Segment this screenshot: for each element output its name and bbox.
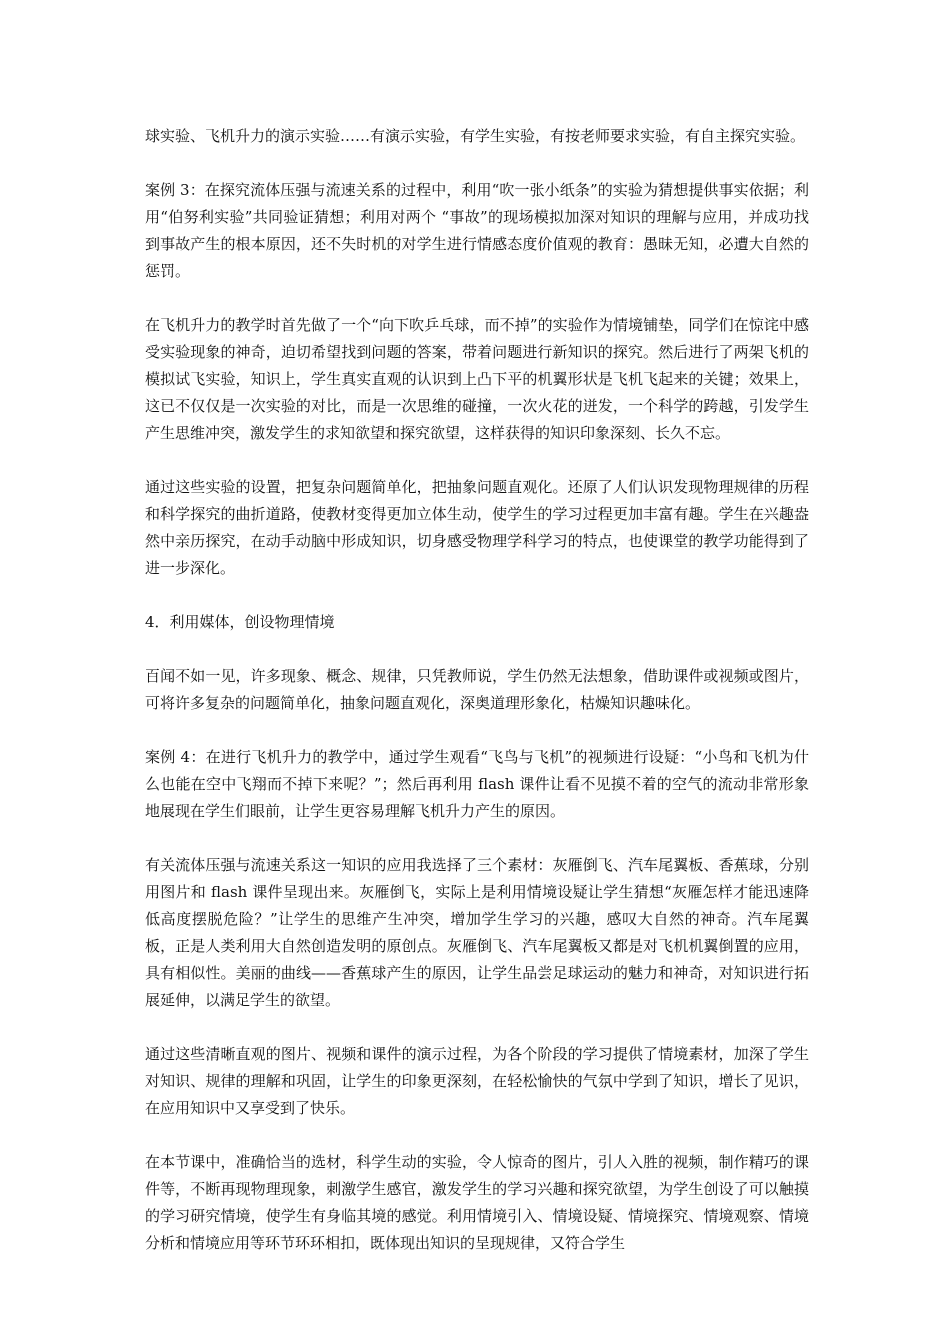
paragraph-media-summary: 通过这些清晰直观的图片、视频和课件的演示过程，为各个阶段的学习提供了情境素材，加深了学生对知识、规律的理解和巩固，让学生的印象更深刻，在轻松愉快的气氛中学到了知识，增长了见识，在应用知识中又享受到了快乐。 (145, 1045, 809, 1117)
paragraph-continuation: 球实验、飞机升力的演示实验……有演示实验，有学生实验，有按老师要求实验，有自主探究实验。 (145, 127, 806, 145)
paragraph-media-intro: 百闻不如一见，许多现象、概念、规律，只凭教师说，学生仍然无法想象，借助课件或视频或图片，可将许多复杂的问题简单化，抽象问题直观化，深奥道理形象化，枯燥知识趣味化。 (145, 667, 809, 712)
paragraph-experiment-summary: 通过这些实验的设置，把复杂问题简单化，把抽象问题直观化。还原了人们认识发现物理规律的历程和科学探究的曲折道路，使教材变得更加立体生动，使学生的学习过程更加丰富有趣。学生在兴趣盎然中亲历探究，在动手动脑中形成知识，切身感受物理学科学习的特点，也使课堂的教学功能得到了进一步深化。 (145, 478, 809, 577)
paragraph-case-3: 案例 3：在探究流体压强与流速关系的过程中，利用“吹一张小纸条”的实验为猜想提供事实依据；利用“伯努利实验”共同验证猜想；利用对两个 “事故”的现场模拟加深对知识的理解与应用，并成功找到事故产生的根本原因，还不失时机的对学生进行情感态度价值观的教育：愚昧无知，必遭大自然的惩罚。 (145, 181, 809, 280)
paragraph-case-4: 案例 4：在进行飞机升力的教学中，通过学生观看“飞鸟与飞机”的视频进行设疑：“小鸟和飞机为什么也能在空中飞翔而不掉下来呢？”；然后再利用 flash 课件让看不见摸不着的空气的流动非常形象地展现在学生们眼前，让学生更容易理解飞机升力产生的原因。 (145, 748, 809, 820)
paragraph-lesson-conclusion: 在本节课中，准确恰当的选材，科学生动的实验，令人惊奇的图片，引人入胜的视频，制作精巧的课件等，不断再现物理现象，刺激学生感官，激发学生的学习兴趣和探究欲望，为学生创设了可以触摸的学习研究情境，使学生有身临其境的感觉。利用情境引入、情境设疑、情境探究、情境观察、情境分析和情境应用等环节环环相扣，既体现出知识的呈现规律，又符合学生 (145, 1153, 809, 1252)
document-body (145, 123, 809, 1284)
paragraph-airplane-lift: 在飞机升力的教学时首先做了一个“向下吹乒乓球，而不掉”的实验作为情境铺垫，同学们在惊诧中感受实验现象的神奇，迫切希望找到问题的答案，带着问题进行新知识的探究。然后进行了两架飞机的模拟试飞实验，知识上，学生真实直观的认识到上凸下平的机翼形状是飞机飞起来的关键；效果上，这已不仅仅是一次实验的对比，而是一次思维的碰撞，一次火花的迸发，一个科学的跨越，引发学生产生思维冲突，激发学生的求知欲望和探究欲望，这样获得的知识印象深刻、长久不忘。 (145, 316, 809, 442)
paragraph-materials: 有关流体压强与流速关系这一知识的应用我选择了三个素材：灰雁倒飞、汽车尾翼板、香蕉球，分别用图片和 flash 课件呈现出来。灰雁倒飞，实际上是利用情境设疑让学生猜想“灰雁怎样才能迅速降低高度摆脱危险？”让学生的思维产生冲突，增加学生学习的兴趣，感叹大自然的神奇。汽车尾翼板，正是人类利用大自然创造发明的原创点。灰雁倒飞、汽车尾翼板又都是对飞机机翼倒置的应用，具有相似性。美丽的曲线——香蕉球产生的原因，让学生品尝足球运动的魅力和神奇，对知识进行拓展延伸，以满足学生的欲望。 (145, 856, 809, 1009)
section-heading-media: 4．利用媒体，创设物理情境 (145, 613, 335, 631)
